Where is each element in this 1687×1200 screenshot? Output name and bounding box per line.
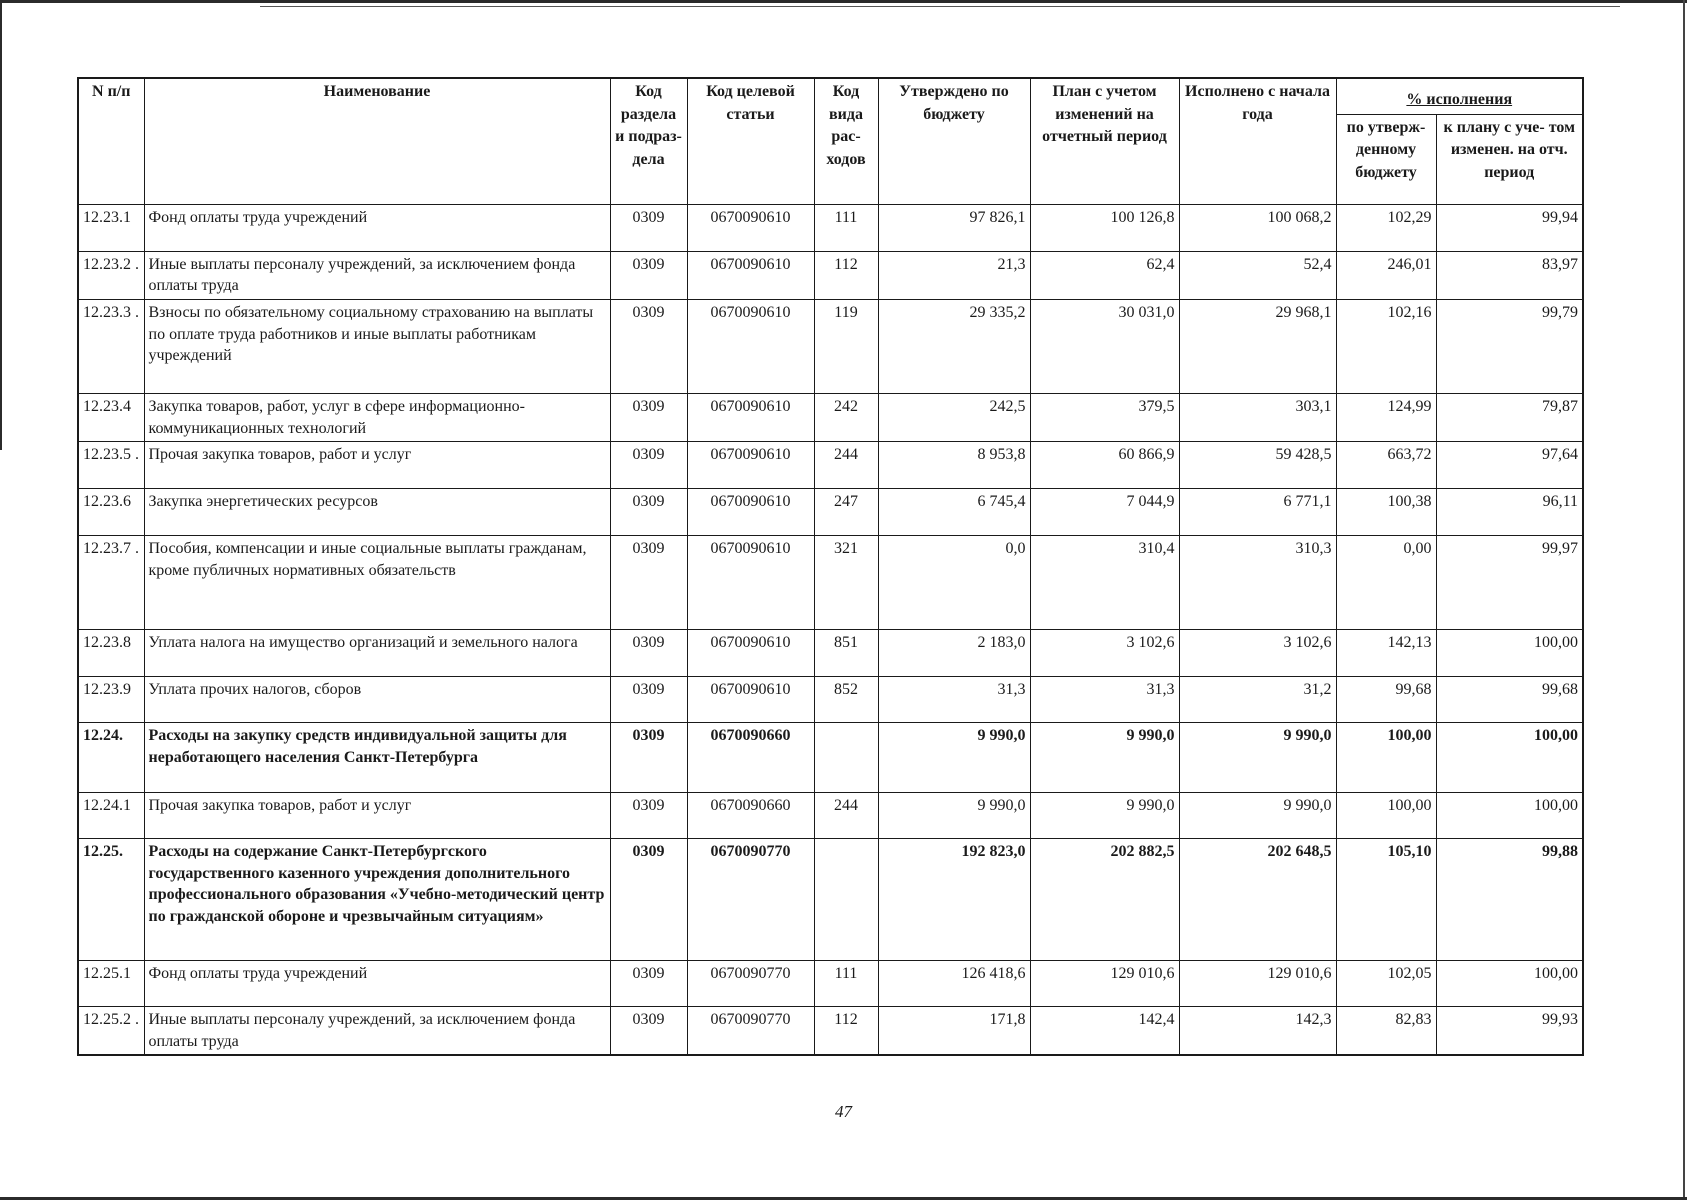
row-vid-code: 112 — [814, 251, 878, 299]
row-plan: 379,5 — [1030, 393, 1179, 441]
row-razdel-code: 0309 — [610, 1007, 687, 1056]
header-pct — [1336, 78, 1583, 114]
row-razdel-code: 0309 — [610, 393, 687, 441]
row-razdel-code: 0309 — [610, 723, 687, 793]
row-pct-approved: 102,29 — [1336, 204, 1436, 251]
header-plan: План с учетом изменений на отчетный период — [1030, 78, 1179, 204]
row-pct-approved: 0,00 — [1336, 536, 1436, 630]
row-tsel-code: 0670090660 — [687, 793, 814, 839]
table-row — [78, 442, 1583, 489]
row-plan: 310,4 — [1030, 536, 1179, 630]
row-name: Иные выплаты персоналу учреждений, за исключением фонда оплаты труда — [144, 1007, 610, 1056]
scan-edge-right — [1683, 0, 1685, 1200]
row-approved: 21,3 — [878, 251, 1030, 299]
row-approved: 9 990,0 — [878, 793, 1030, 839]
row-plan: 9 990,0 — [1030, 723, 1179, 793]
row-pct-approved: 100,00 — [1336, 793, 1436, 839]
row-tsel-code: 0670090610 — [687, 630, 814, 677]
row-razdel-code: 0309 — [610, 489, 687, 536]
header-utv: Утверждено по бюджету — [878, 78, 1030, 204]
row-name: Прочая закупка товаров, работ и услуг — [144, 793, 610, 839]
row-tsel-code: 0670090770 — [687, 1007, 814, 1056]
row-tsel-code: 0670090610 — [687, 489, 814, 536]
row-pct-approved: 99,68 — [1336, 677, 1436, 723]
row-approved: 31,3 — [878, 677, 1030, 723]
row-name: Закупка товаров, работ, услуг в сфере информационно-коммуникационных технологий — [144, 393, 610, 441]
row-razdel-code: 0309 — [610, 299, 687, 393]
row-vid-code: 851 — [814, 630, 878, 677]
row-approved: 192 823,0 — [878, 839, 1030, 961]
row-number: 12.23.4 — [78, 393, 144, 441]
row-number: 12.24.1 — [78, 793, 144, 839]
table-row — [78, 251, 1583, 299]
row-pct-approved: 102,16 — [1336, 299, 1436, 393]
row-executed: 129 010,6 — [1179, 961, 1336, 1007]
row-pct-plan: 99,97 — [1436, 536, 1583, 630]
header-tsel: Код целевой статьи — [687, 78, 814, 204]
row-tsel-code: 0670090610 — [687, 251, 814, 299]
row-number: 12.23.5 . — [78, 442, 144, 489]
row-approved: 29 335,2 — [878, 299, 1030, 393]
row-pct-plan: 100,00 — [1436, 723, 1583, 793]
row-pct-plan: 79,87 — [1436, 393, 1583, 441]
table-row — [78, 723, 1583, 793]
row-razdel-code: 0309 — [610, 251, 687, 299]
row-executed: 9 990,0 — [1179, 723, 1336, 793]
row-name: Прочая закупка товаров, работ и услуг — [144, 442, 610, 489]
row-name: Фонд оплаты труда учреждений — [144, 204, 610, 251]
row-pct-approved: 100,00 — [1336, 723, 1436, 793]
row-tsel-code: 0670090610 — [687, 393, 814, 441]
row-pct-plan: 100,00 — [1436, 793, 1583, 839]
row-plan: 3 102,6 — [1030, 630, 1179, 677]
row-pct-plan: 99,79 — [1436, 299, 1583, 393]
row-tsel-code: 0670090610 — [687, 677, 814, 723]
table-row — [78, 204, 1583, 251]
row-pct-plan: 99,88 — [1436, 839, 1583, 961]
row-pct-approved: 102,05 — [1336, 961, 1436, 1007]
row-number: 12.24. — [78, 723, 144, 793]
row-vid-code: 247 — [814, 489, 878, 536]
row-name: Уплата прочих налогов, сборов — [144, 677, 610, 723]
row-name: Расходы на содержание Санкт-Петербургского государственного казенного учреждения дополнительного профессионального образования «Учебно-методический центр по гражданской обороне и чрезвычайным ситуациям» — [144, 839, 610, 961]
row-vid-code: 119 — [814, 299, 878, 393]
header-pct-utv: по утверж- денному бюджету — [1336, 114, 1436, 204]
row-vid-code — [814, 723, 878, 793]
table-body — [78, 204, 1583, 1055]
row-approved: 97 826,1 — [878, 204, 1030, 251]
row-executed: 59 428,5 — [1179, 442, 1336, 489]
row-name: Расходы на закупку средств индивидуальной защиты для неработающего населения Санкт-Петербурга — [144, 723, 610, 793]
row-approved: 6 745,4 — [878, 489, 1030, 536]
row-pct-plan: 96,11 — [1436, 489, 1583, 536]
row-name: Фонд оплаты труда учреждений — [144, 961, 610, 1007]
row-name: Пособия, компенсации и иные социальные выплаты гражданам, кроме публичных нормативных обязательств — [144, 536, 610, 630]
row-executed: 100 068,2 — [1179, 204, 1336, 251]
row-vid-code: 242 — [814, 393, 878, 441]
row-plan: 142,4 — [1030, 1007, 1179, 1056]
row-razdel-code: 0309 — [610, 204, 687, 251]
row-number: 12.23.9 — [78, 677, 144, 723]
row-tsel-code: 0670090610 — [687, 204, 814, 251]
header-name: Наименование — [144, 78, 610, 204]
row-number: 12.23.8 — [78, 630, 144, 677]
row-executed: 31,2 — [1179, 677, 1336, 723]
row-plan: 100 126,8 — [1030, 204, 1179, 251]
table-row — [78, 961, 1583, 1007]
row-razdel-code: 0309 — [610, 630, 687, 677]
row-approved: 242,5 — [878, 393, 1030, 441]
row-pct-approved: 142,13 — [1336, 630, 1436, 677]
row-tsel-code: 0670090770 — [687, 839, 814, 961]
row-pct-plan: 99,93 — [1436, 1007, 1583, 1056]
row-number: 12.23.7 . — [78, 536, 144, 630]
row-executed: 52,4 — [1179, 251, 1336, 299]
row-pct-approved: 246,01 — [1336, 251, 1436, 299]
row-vid-code: 111 — [814, 961, 878, 1007]
row-name: Иные выплаты персоналу учреждений, за исключением фонда оплаты труда — [144, 251, 610, 299]
row-vid-code: 112 — [814, 1007, 878, 1056]
row-tsel-code: 0670090660 — [687, 723, 814, 793]
row-executed: 3 102,6 — [1179, 630, 1336, 677]
row-pct-approved: 82,83 — [1336, 1007, 1436, 1056]
row-number: 12.23.2 . — [78, 251, 144, 299]
row-tsel-code: 0670090610 — [687, 442, 814, 489]
header-pct-plan: к плану с уче- том изменен. на отч. период — [1436, 114, 1583, 204]
row-executed: 202 648,5 — [1179, 839, 1336, 961]
row-vid-code — [814, 839, 878, 961]
table-row — [78, 677, 1583, 723]
row-number: 12.25.1 — [78, 961, 144, 1007]
row-number: 12.25.2 . — [78, 1007, 144, 1056]
row-approved: 9 990,0 — [878, 723, 1030, 793]
row-executed: 6 771,1 — [1179, 489, 1336, 536]
row-executed: 303,1 — [1179, 393, 1336, 441]
row-vid-code: 244 — [814, 793, 878, 839]
row-pct-approved: 124,99 — [1336, 393, 1436, 441]
header-razdel: Код раздела и подраз- дела — [610, 78, 687, 204]
row-plan: 129 010,6 — [1030, 961, 1179, 1007]
header-nn: N п/п — [78, 78, 144, 204]
row-number: 12.25. — [78, 839, 144, 961]
row-plan: 31,3 — [1030, 677, 1179, 723]
row-number: 12.23.1 — [78, 204, 144, 251]
row-vid-code: 111 — [814, 204, 878, 251]
row-plan: 9 990,0 — [1030, 793, 1179, 839]
row-pct-approved: 105,10 — [1336, 839, 1436, 961]
table-row — [78, 536, 1583, 630]
table-row — [78, 299, 1583, 393]
row-pct-plan: 99,94 — [1436, 204, 1583, 251]
table-row — [78, 630, 1583, 677]
header-vid: Код вида рас- ходов — [814, 78, 878, 204]
row-razdel-code: 0309 — [610, 793, 687, 839]
row-razdel-code: 0309 — [610, 536, 687, 630]
row-tsel-code: 0670090610 — [687, 536, 814, 630]
row-executed: 29 968,1 — [1179, 299, 1336, 393]
scan-edge-line — [260, 6, 1620, 7]
scan-edge-left — [0, 0, 2, 450]
row-name: Закупка энергетических ресурсов — [144, 489, 610, 536]
table-row — [78, 393, 1583, 441]
row-plan: 30 031,0 — [1030, 299, 1179, 393]
row-pct-plan: 99,68 — [1436, 677, 1583, 723]
row-vid-code: 852 — [814, 677, 878, 723]
header-isp: Исполнено с начала года — [1179, 78, 1336, 204]
row-plan: 202 882,5 — [1030, 839, 1179, 961]
row-executed: 9 990,0 — [1179, 793, 1336, 839]
row-executed: 310,3 — [1179, 536, 1336, 630]
row-tsel-code: 0670090610 — [687, 299, 814, 393]
row-razdel-code: 0309 — [610, 961, 687, 1007]
row-approved: 126 418,6 — [878, 961, 1030, 1007]
row-approved: 2 183,0 — [878, 630, 1030, 677]
row-approved: 171,8 — [878, 1007, 1030, 1056]
row-name: Взносы по обязательному социальному страхованию на выплаты по оплате труда работников и иные выплаты работникам учреждений — [144, 299, 610, 393]
row-pct-plan: 100,00 — [1436, 630, 1583, 677]
table-row — [78, 1007, 1583, 1056]
row-executed: 142,3 — [1179, 1007, 1336, 1056]
table-row — [78, 489, 1583, 536]
row-vid-code: 321 — [814, 536, 878, 630]
row-approved: 0,0 — [878, 536, 1030, 630]
row-pct-plan: 97,64 — [1436, 442, 1583, 489]
row-name: Уплата налога на имущество организаций и земельного налога — [144, 630, 610, 677]
header-pct-label: % исполнения — [1406, 91, 1513, 108]
row-razdel-code: 0309 — [610, 677, 687, 723]
budget-execution-table — [77, 77, 1584, 1056]
row-pct-plan: 100,00 — [1436, 961, 1583, 1007]
table-row — [78, 839, 1583, 961]
row-number: 12.23.3 . — [78, 299, 144, 393]
row-pct-plan: 83,97 — [1436, 251, 1583, 299]
row-vid-code: 244 — [814, 442, 878, 489]
row-approved: 8 953,8 — [878, 442, 1030, 489]
page-number: 47 — [835, 1102, 852, 1121]
row-razdel-code: 0309 — [610, 839, 687, 961]
table-row — [78, 793, 1583, 839]
row-plan: 7 044,9 — [1030, 489, 1179, 536]
row-pct-approved: 100,38 — [1336, 489, 1436, 536]
row-tsel-code: 0670090770 — [687, 961, 814, 1007]
row-plan: 62,4 — [1030, 251, 1179, 299]
row-pct-approved: 663,72 — [1336, 442, 1436, 489]
scan-edge-top — [0, 0, 1687, 3]
row-number: 12.23.6 — [78, 489, 144, 536]
row-razdel-code: 0309 — [610, 442, 687, 489]
row-plan: 60 866,9 — [1030, 442, 1179, 489]
